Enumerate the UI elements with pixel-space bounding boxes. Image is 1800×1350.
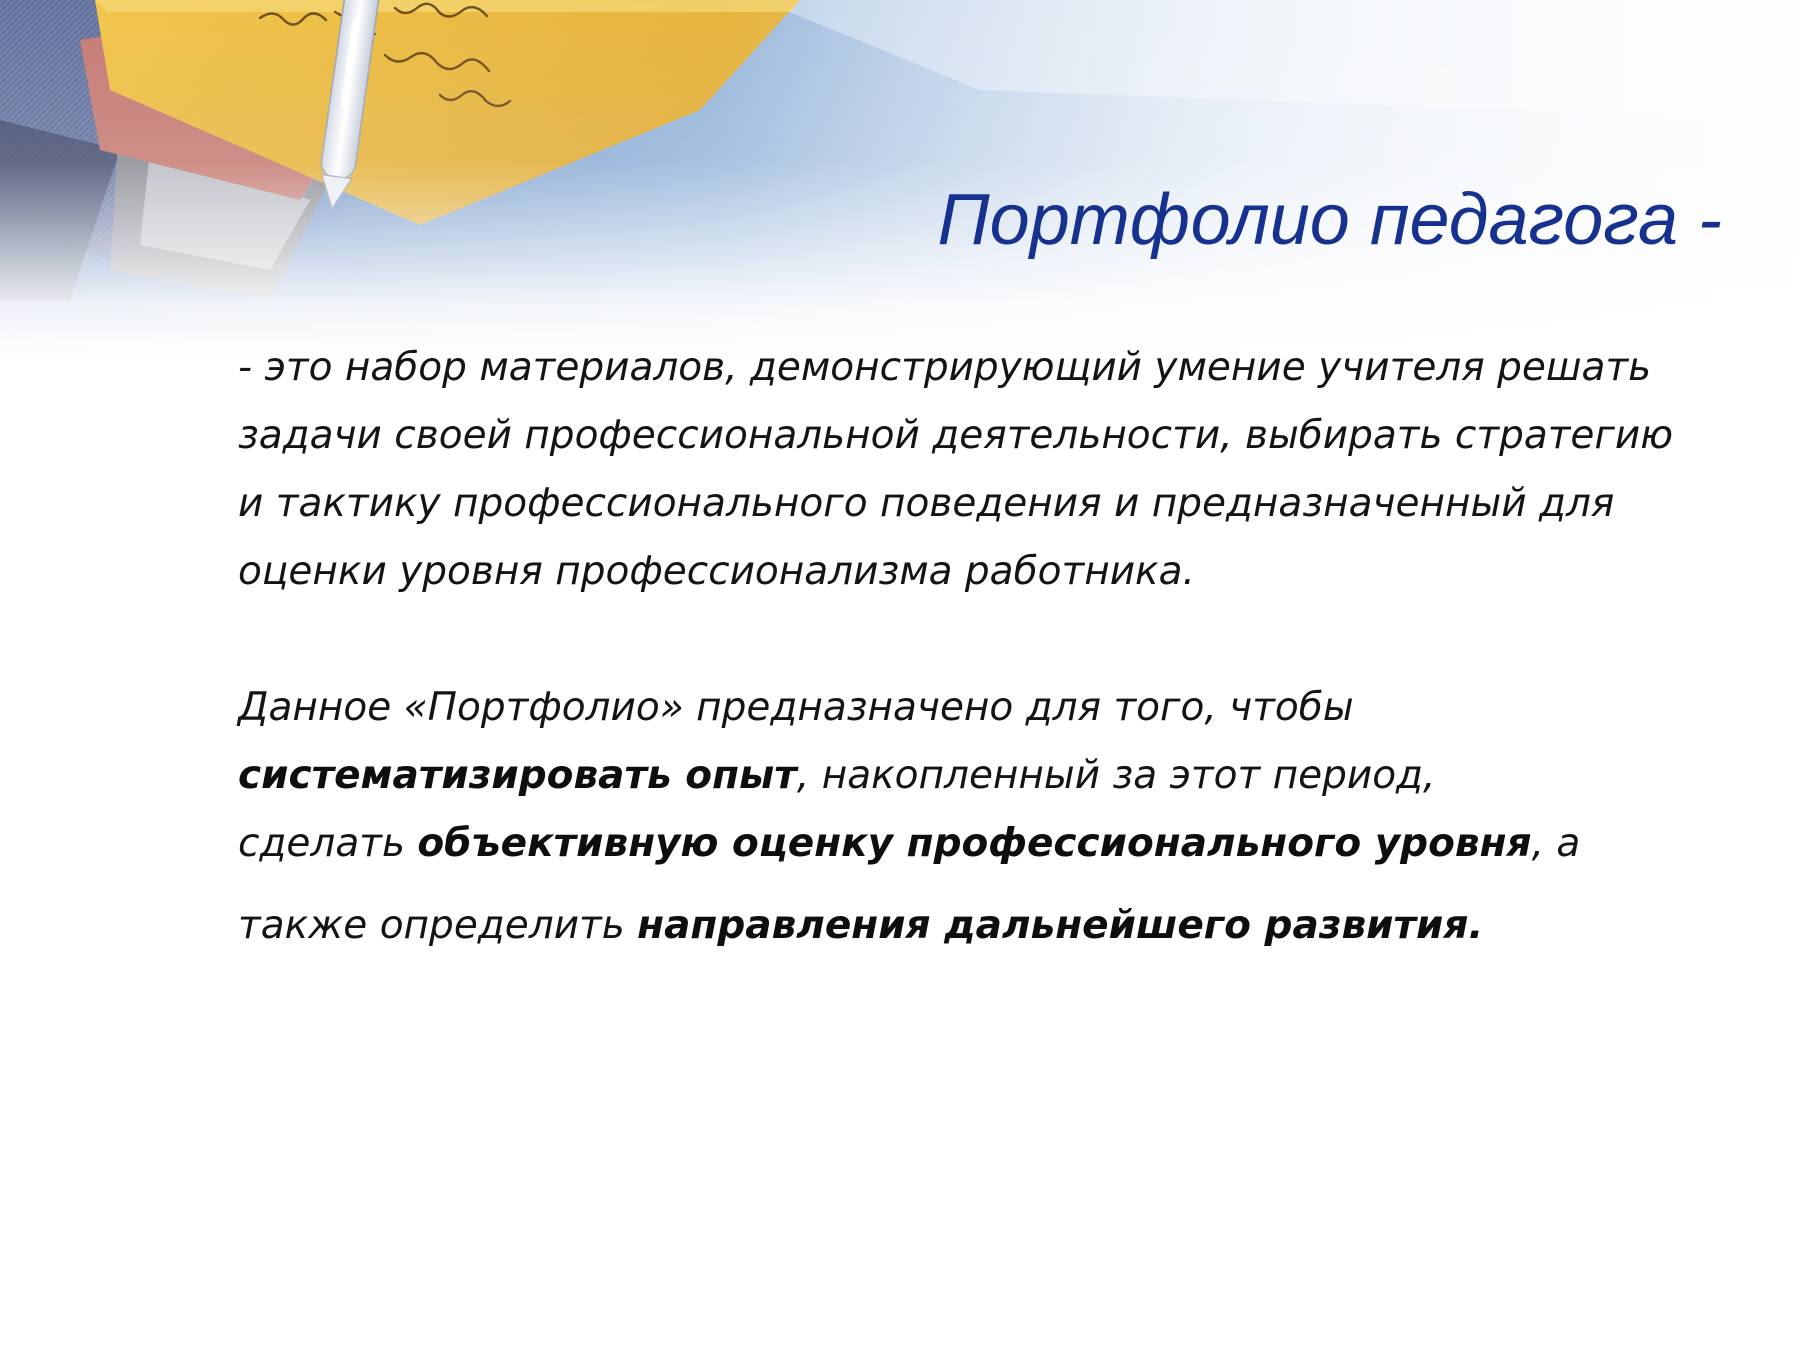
purpose-intro-text: Данное «Портфолио» предназначено для того, чтобы bbox=[238, 685, 1354, 730]
purpose-text-make: сделать bbox=[238, 821, 418, 866]
purpose-text-and: , а bbox=[1531, 821, 1581, 866]
purpose-paragraph bbox=[238, 674, 1708, 960]
purpose-bold-assessment: объективную оценку профессионального уровня bbox=[417, 821, 1532, 866]
definition-paragraph: - это набор материалов, демонстрирующий умение учителя решать задачи своей профессиональной деятельности, выбирать стратегию и тактику профессионального поведения и предназначенный для оценки уровня профессионализма работника. bbox=[238, 345, 1674, 594]
purpose-line-1 bbox=[238, 674, 1708, 742]
purpose-end-period: . bbox=[1468, 903, 1484, 948]
purpose-text-accumulated: , накопленный за этот период, bbox=[796, 753, 1436, 798]
purpose-bold-directions: направления дальнейшего развития bbox=[637, 903, 1469, 948]
purpose-bold-systematize: систематизировать опыт bbox=[238, 753, 797, 798]
purpose-line-3 bbox=[238, 810, 1708, 878]
purpose-text-also: также определить bbox=[238, 903, 638, 948]
purpose-line-2 bbox=[238, 742, 1708, 810]
slide-title: Портфолио педагога - bbox=[937, 180, 1722, 260]
slide-body bbox=[238, 334, 1708, 960]
purpose-line-4 bbox=[238, 892, 1708, 960]
